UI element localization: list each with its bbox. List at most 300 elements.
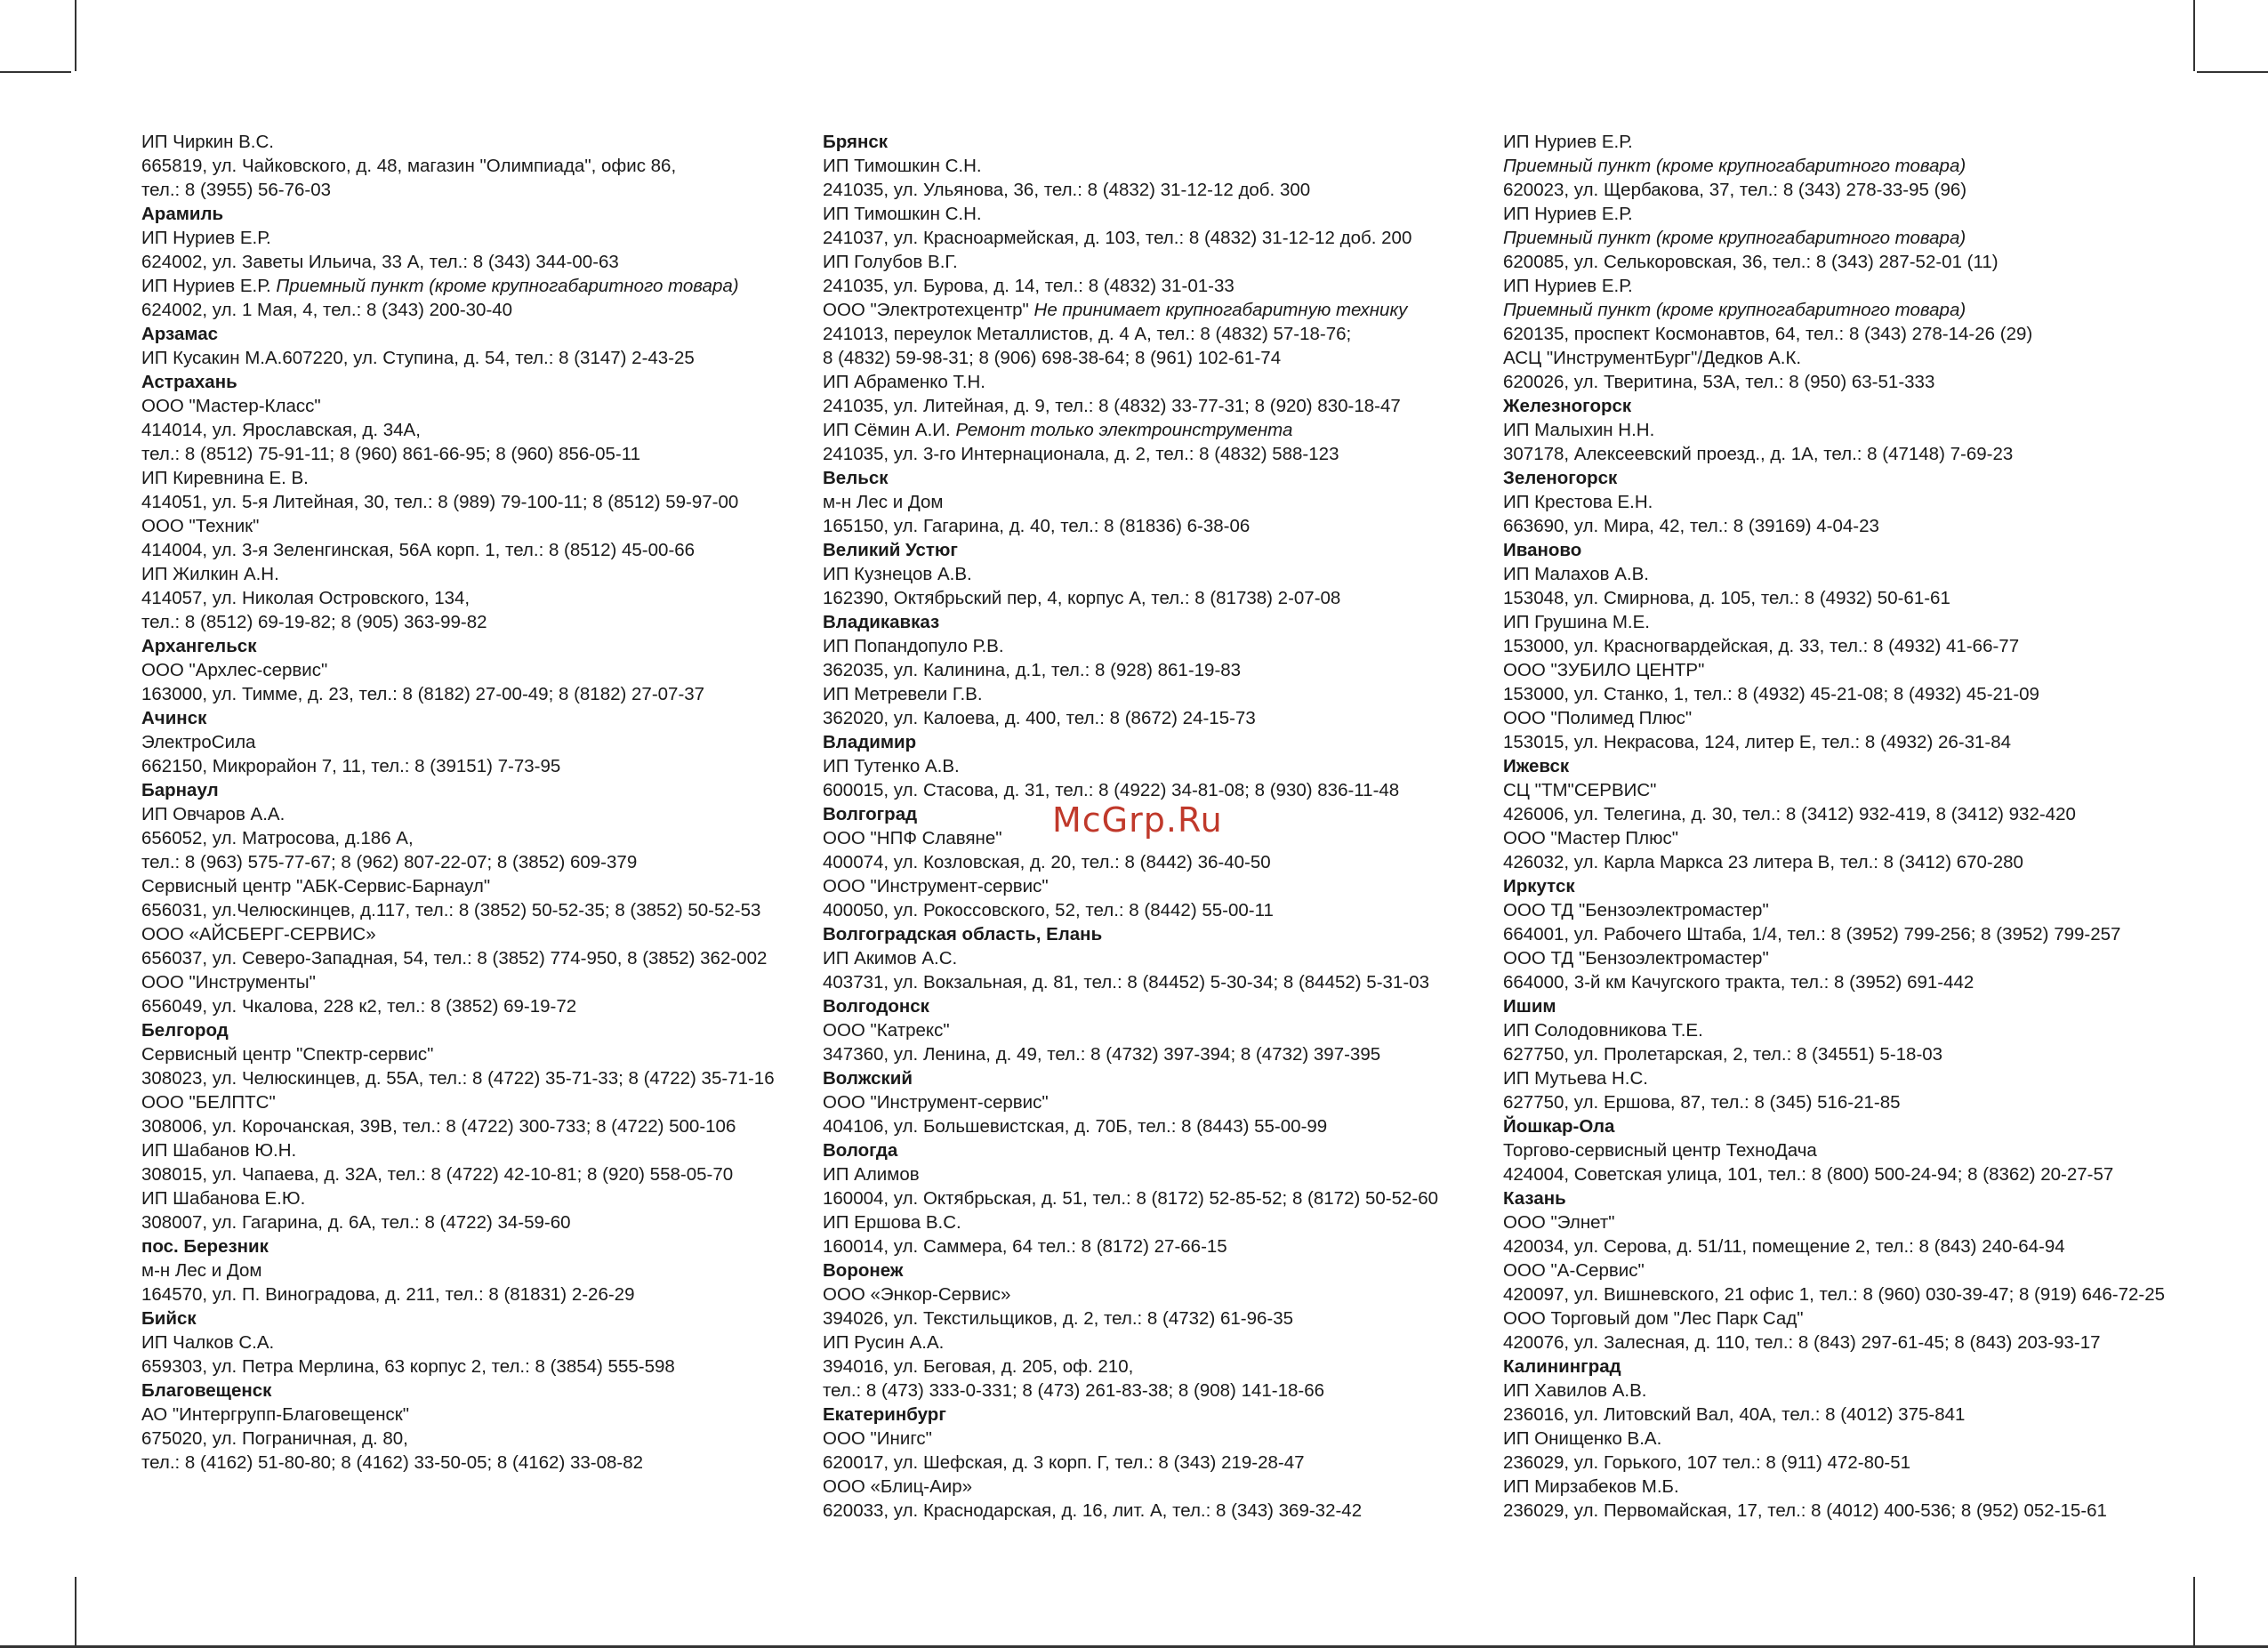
note-italic: Приемный пункт (кроме крупногабаритного товара) xyxy=(1503,300,1966,320)
line-text: ООО "ЗУБИЛО ЦЕНТР" xyxy=(1503,660,1705,680)
entry-line xyxy=(141,874,800,898)
entry-line xyxy=(823,250,1481,274)
entry-line xyxy=(141,514,800,538)
entry-line xyxy=(1503,1042,2161,1066)
line-text: Бийск xyxy=(141,1308,197,1329)
line-text: ИП Чалков С.А. xyxy=(141,1332,275,1353)
line-text: ООО ТД "Бензоэлектромастер" xyxy=(1503,948,1769,969)
entry-line xyxy=(823,442,1481,466)
entry-line xyxy=(141,346,800,370)
line-text: ООО "Инструмент-сервис" xyxy=(823,876,1049,896)
line-text: Владимир xyxy=(823,732,917,752)
line-text: 236029, ул. Первомайская, 17, тел.: 8 (4012) 400-536; 8 (952) 052-15-61 xyxy=(1503,1500,2107,1521)
line-text: 656031, ул.Челюскинцев, д.117, тел.: 8 (3852) 50-52-35; 8 (3852) 50-52-53 xyxy=(141,900,761,920)
line-text: ООО "Полимед Плюс" xyxy=(1503,708,1693,728)
entry-line xyxy=(823,274,1481,298)
line-text: 153000, ул. Станко, 1, тел.: 8 (4932) 45-21-08; 8 (4932) 45-21-09 xyxy=(1503,684,2039,704)
line-text: 394026, ул. Текстильщиков, д. 2, тел.: 8 (4732) 61-96-35 xyxy=(823,1308,1294,1329)
entry-line xyxy=(1503,1258,2161,1282)
entry-line xyxy=(1503,730,2161,754)
line-text: Благовещенск xyxy=(141,1380,272,1401)
crop-mark xyxy=(0,71,71,73)
line-text: ИП Нуриев Е.Р. xyxy=(141,276,277,296)
line-text: ИП Мирзабеков М.Б. xyxy=(1503,1476,1679,1497)
entry-line xyxy=(1503,322,2161,346)
line-text: 241035, ул. Ульянова, 36, тел.: 8 (4832) 31-12-12 доб. 300 xyxy=(823,180,1311,200)
line-text: ООО "Элнет" xyxy=(1503,1212,1615,1233)
entry-line xyxy=(141,1355,800,1379)
line-text: ИП Тимошкин С.Н. xyxy=(823,204,982,224)
entry-line xyxy=(141,1090,800,1114)
line-text: Сервисный центр "АБК-Сервис-Барнаул" xyxy=(141,876,491,896)
entry-line xyxy=(823,1186,1481,1210)
line-text: ИП Алимов xyxy=(823,1164,920,1185)
entry-line xyxy=(141,178,800,202)
line-text: ИП Сёмин А.И. xyxy=(823,420,956,440)
line-text: ИП Грушина М.Е. xyxy=(1503,612,1650,632)
line-text: 620135, проспект Космонавтов, 64, тел.: 8 (343) 278-14-26 (29) xyxy=(1503,324,2033,344)
city-heading xyxy=(1503,994,2161,1018)
entry-line xyxy=(141,298,800,322)
line-text: 420034, ул. Серова, д. 51/11, помещение 2, тел.: 8 (843) 240-64-94 xyxy=(1503,1236,2065,1257)
city-heading xyxy=(823,1258,1481,1282)
entry-line xyxy=(1503,1475,2161,1499)
entry-line xyxy=(1503,1138,2161,1162)
line-text: Архангельск xyxy=(141,636,257,656)
entry-line xyxy=(1503,658,2161,682)
entry-line xyxy=(141,418,800,442)
entry-line xyxy=(1503,1330,2161,1355)
line-text: 394016, ул. Беговая, д. 205, оф. 210, xyxy=(823,1356,1134,1377)
city-heading xyxy=(141,322,800,346)
note-italic: Приемный пункт (кроме крупногабаритного товара) xyxy=(276,276,739,296)
entry-line xyxy=(823,1210,1481,1234)
entry-line xyxy=(823,850,1481,874)
line-text: Воронеж xyxy=(823,1260,904,1281)
line-text: ООО "А-Сервис" xyxy=(1503,1260,1645,1281)
line-text: ИП Акимов А.С. xyxy=(823,948,958,969)
line-text: 627750, ул. Ершова, 87, тел.: 8 (345) 516-21-85 xyxy=(1503,1092,1901,1113)
entry-line xyxy=(1503,346,2161,370)
line-text: Брянск xyxy=(823,132,888,152)
line-text: 241037, ул. Красноармейская, д. 103, тел.: 8 (4832) 31-12-12 доб. 200 xyxy=(823,228,1412,248)
entry-line xyxy=(141,274,800,298)
entry-line xyxy=(1503,1210,2161,1234)
entry-line xyxy=(141,1282,800,1306)
line-text: 403731, ул. Вокзальная, д. 81, тел.: 8 (84452) 5-30-34; 8 (84452) 5-31-03 xyxy=(823,972,1429,993)
line-text: ООО Торговый дом "Лес Парк Сад" xyxy=(1503,1308,1804,1329)
entry-line xyxy=(1503,514,2161,538)
entry-line xyxy=(823,1427,1481,1451)
city-heading xyxy=(1503,754,2161,778)
entry-line xyxy=(823,754,1481,778)
entry-line xyxy=(823,778,1481,802)
line-text: 362035, ул. Калинина, д.1, тел.: 8 (928) 861-19-83 xyxy=(823,660,1242,680)
line-text: СЦ "ТМ"СЕРВИС" xyxy=(1503,780,1657,800)
line-text: 162390, Октябрьский пер, 4, корпус А, тел.: 8 (81738) 2-07-08 xyxy=(823,588,1341,608)
entry-line xyxy=(823,586,1481,610)
entry-line xyxy=(141,850,800,874)
city-heading xyxy=(823,538,1481,562)
line-text: ИП Тутенко А.В. xyxy=(823,756,960,776)
line-text: ЭлектроСила xyxy=(141,732,256,752)
line-text: ИП Шабанова Е.Ю. xyxy=(141,1188,306,1209)
city-heading xyxy=(1503,1114,2161,1138)
entry-line xyxy=(141,658,800,682)
entry-line xyxy=(1503,202,2161,226)
entry-line xyxy=(141,1403,800,1427)
entry-line xyxy=(141,1162,800,1186)
entry-line xyxy=(823,1090,1481,1114)
line-text: ООО «АЙСБЕРГ-СЕРВИС» xyxy=(141,924,376,945)
line-text: Йошкар-Ола xyxy=(1503,1116,1615,1137)
city-heading xyxy=(1503,1186,2161,1210)
entry-line xyxy=(1503,1282,2166,1306)
line-text: 620033, ул. Краснодарская, д. 16, лит. А, тел.: 8 (343) 369-32-42 xyxy=(823,1500,1363,1521)
line-text: ИП Кузнецов А.В. xyxy=(823,564,972,584)
line-text: ООО "БЕЛПТС" xyxy=(141,1092,276,1113)
entry-line xyxy=(1503,1427,2161,1451)
line-text: Белгород xyxy=(141,1020,229,1041)
line-text: ООО "Техник" xyxy=(141,516,260,536)
line-text: Ачинск xyxy=(141,708,207,728)
line-text: 664000, 3-й км Качугского тракта, тел.: 8 (3952) 691-442 xyxy=(1503,972,1974,993)
entry-line xyxy=(141,538,800,562)
line-text: ООО "Инструмент-сервис" xyxy=(823,1092,1049,1113)
line-text: 663690, ул. Мира, 42, тел.: 8 (39169) 4-04-23 xyxy=(1503,516,1879,536)
entry-line xyxy=(1503,946,2161,970)
line-text: Зеленогорск xyxy=(1503,468,1618,488)
entry-line xyxy=(141,466,800,490)
entry-line xyxy=(141,1330,800,1355)
entry-line xyxy=(823,682,1481,706)
line-text: 241035, ул. Бурова, д. 14, тел.: 8 (4832) 31-01-33 xyxy=(823,276,1235,296)
entry-line xyxy=(141,394,800,418)
line-text: Арзамас xyxy=(141,324,219,344)
entry-line xyxy=(141,1427,800,1451)
line-text: 420076, ул. Залесная, д. 110, тел.: 8 (843) 297-61-45; 8 (843) 203-93-17 xyxy=(1503,1332,2101,1353)
entry-line xyxy=(823,946,1481,970)
line-text: 165150, ул. Гагарина, д. 40, тел.: 8 (81836) 6-38-06 xyxy=(823,516,1251,536)
entry-line xyxy=(1503,682,2161,706)
entry-line xyxy=(141,898,800,922)
line-text: Калининград xyxy=(1503,1356,1621,1377)
entry-line xyxy=(141,250,800,274)
entry-line xyxy=(141,1042,800,1066)
line-text: ИП Жилкин А.Н. xyxy=(141,564,279,584)
line-text: 620017, ул. Шефская, д. 3 корп. Г, тел.: 8 (343) 219-28-47 xyxy=(823,1452,1305,1473)
line-text: 627750, ул. Пролетарская, 2, тел.: 8 (34551) 5-18-03 xyxy=(1503,1044,1943,1065)
city-heading xyxy=(1503,466,2161,490)
line-text: ИП Нуриев Е.Р. xyxy=(1503,132,1633,152)
entry-line xyxy=(823,418,1481,442)
line-text: 600015, ул. Стасова, д. 31, тел.: 8 (4922) 34-81-08; 8 (930) 836-11-48 xyxy=(823,780,1400,800)
line-text: 620085, ул. Селькоровская, 36, тел.: 8 (343) 287-52-01 (11) xyxy=(1503,252,1999,272)
entry-line xyxy=(141,682,800,706)
line-text: Волгоградская область, Елань xyxy=(823,924,1103,945)
entry-line xyxy=(1503,778,2161,802)
line-text: Волгодонск xyxy=(823,996,929,1017)
entry-line xyxy=(1503,586,2161,610)
line-text: ООО "Мастер Плюс" xyxy=(1503,828,1679,848)
entry-line xyxy=(1503,1403,2161,1427)
line-text: м-н Лес и Дом xyxy=(141,1260,262,1281)
entry-line xyxy=(1503,418,2161,442)
line-text: тел.: 8 (963) 575-77-67; 8 (962) 807-22-07; 8 (3852) 609-379 xyxy=(141,852,638,872)
entry-line xyxy=(1503,1066,2161,1090)
entry-line xyxy=(823,1162,1481,1186)
entry-line xyxy=(823,394,1481,418)
city-heading xyxy=(823,994,1481,1018)
entry-line xyxy=(141,970,800,994)
entry-line xyxy=(823,154,1481,178)
entry-line xyxy=(141,154,800,178)
line-text: 656052, ул. Матросова, д.186 А, xyxy=(141,828,414,848)
note-italic: Ремонт только электроинструмента xyxy=(955,420,1293,440)
line-text: 424004, Советская улица, 101, тел.: 8 (800) 500-24-94; 8 (8362) 20-27-57 xyxy=(1503,1164,2114,1185)
line-text: ООО "Электротехцентр" xyxy=(823,300,1034,320)
line-text: ИП Русин А.А. xyxy=(823,1332,945,1353)
city-heading xyxy=(141,202,800,226)
line-text: ИП Малыхин Н.Н. xyxy=(1503,420,1655,440)
entry-line xyxy=(823,1330,1481,1355)
line-text: ИП Нуриев Е.Р. xyxy=(1503,204,1633,224)
crop-mark xyxy=(2193,1577,2195,1648)
entry-line xyxy=(823,1042,1481,1066)
line-text: Вельск xyxy=(823,468,889,488)
entry-line xyxy=(1503,274,2161,298)
entry-line xyxy=(141,802,800,826)
column-1 xyxy=(141,130,800,1475)
line-text: ИП Нуриев Е.Р. xyxy=(1503,276,1633,296)
line-text: 675020, ул. Пограничная, д. 80, xyxy=(141,1428,408,1449)
line-text: 153048, ул. Смирнова, д. 105, тел.: 8 (4932) 50-61-61 xyxy=(1503,588,1950,608)
line-text: 620026, ул. Тверитина, 53А, тел.: 8 (950) 63-51-333 xyxy=(1503,372,1935,392)
entry-line xyxy=(141,1066,800,1090)
line-text: Астрахань xyxy=(141,372,237,392)
line-text: Железногорск xyxy=(1503,396,1632,416)
line-text: тел.: 8 (8512) 69-19-82; 8 (905) 363-99-82 xyxy=(141,612,487,632)
line-text: ИП Абраменко Т.Н. xyxy=(823,372,985,392)
entry-line xyxy=(1503,250,2161,274)
city-heading xyxy=(141,634,800,658)
entry-line xyxy=(823,562,1481,586)
city-heading xyxy=(823,730,1481,754)
line-text: ИП Тимошкин С.Н. xyxy=(823,156,982,176)
line-text: 241035, ул. 3-го Интернационала, д. 2, тел.: 8 (4832) 588-123 xyxy=(823,444,1339,464)
line-text: ООО «Энкор-Сервис» xyxy=(823,1284,1011,1305)
city-heading xyxy=(141,778,800,802)
line-text: 656037, ул. Северо-Западная, 54, тел.: 8 (3852) 774-950, 8 (3852) 362-002 xyxy=(141,948,768,969)
line-text: 426006, ул. Телегина, д. 30, тел.: 8 (3412) 932-419, 8 (3412) 932-420 xyxy=(1503,804,2076,824)
entry-line xyxy=(823,1499,1481,1523)
line-text: ИП Ершова В.С. xyxy=(823,1212,961,1233)
entry-line xyxy=(1503,634,2161,658)
entry-line xyxy=(141,226,800,250)
line-text: 236029, ул. Горького, 107 тел.: 8 (911) 472-80-51 xyxy=(1503,1452,1910,1473)
city-heading xyxy=(1503,1355,2161,1379)
entry-line xyxy=(823,514,1481,538)
entry-line xyxy=(141,730,800,754)
line-text: 620023, ул. Щербакова, 37, тел.: 8 (343) 278-33-95 (96) xyxy=(1503,180,1967,200)
line-text: Барнаул xyxy=(141,780,219,800)
city-heading xyxy=(823,466,1481,490)
entry-line xyxy=(141,562,800,586)
entry-line xyxy=(823,1451,1481,1475)
line-text: 241013, переулок Металлистов, д. 4 А, тел.: 8 (4832) 57-18-76; xyxy=(823,324,1352,344)
entry-line xyxy=(1503,298,2161,322)
entry-line xyxy=(1503,610,2161,634)
entry-line xyxy=(1503,178,2161,202)
line-text: 362020, ул. Калоева, д. 400, тел.: 8 (8672) 24-15-73 xyxy=(823,708,1256,728)
line-text: Екатеринбург xyxy=(823,1404,946,1425)
entry-line xyxy=(141,826,800,850)
line-text: ООО "Архлес-сервис" xyxy=(141,660,328,680)
line-text: Ижевск xyxy=(1503,756,1570,776)
line-text: 347360, ул. Ленина, д. 49, тел.: 8 (4732) 397-394; 8 (4732) 397-395 xyxy=(823,1044,1381,1065)
line-text: 164570, ул. П. Виноградова, д. 211, тел.: 8 (81831) 2-26-29 xyxy=(141,1284,635,1305)
city-heading xyxy=(1503,394,2161,418)
entry-line xyxy=(823,1355,1481,1379)
entry-line xyxy=(141,1210,800,1234)
entry-line xyxy=(823,1018,1481,1042)
line-text: Ишим xyxy=(1503,996,1556,1017)
entry-line xyxy=(141,922,800,946)
line-text: Волгоград xyxy=(823,804,918,824)
line-text: 414014, ул. Ярославская, д. 34А, xyxy=(141,420,421,440)
city-heading xyxy=(1503,874,2161,898)
entry-line xyxy=(1503,490,2161,514)
entry-line xyxy=(141,130,800,154)
line-text: 160014, ул. Саммера, 64 тел.: 8 (8172) 27-66-15 xyxy=(823,1236,1227,1257)
entry-line xyxy=(823,1114,1481,1138)
line-text: пос. Березник xyxy=(141,1236,269,1257)
city-heading xyxy=(141,706,800,730)
entry-line xyxy=(823,298,1481,322)
entry-line xyxy=(823,658,1481,682)
line-text: ИП Голубов В.Г. xyxy=(823,252,958,272)
entry-line xyxy=(1503,1451,2161,1475)
line-text: 656049, ул. Чкалова, 228 к2, тел.: 8 (3852) 69-19-72 xyxy=(141,996,577,1017)
entry-line xyxy=(1503,970,2161,994)
entry-line xyxy=(1503,1379,2161,1403)
line-text: 404106, ул. Большевистская, д. 70Б, тел.: 8 (8443) 55-00-99 xyxy=(823,1116,1328,1137)
line-text: 426032, ул. Карла Маркса 23 литера В, тел.: 8 (3412) 670-280 xyxy=(1503,852,2023,872)
entry-line xyxy=(141,442,800,466)
line-text: ООО "Инструменты" xyxy=(141,972,316,993)
entry-line xyxy=(1503,562,2161,586)
line-text: тел.: 8 (8512) 75-91-11; 8 (960) 861-66-95; 8 (960) 856-05-11 xyxy=(141,444,640,464)
line-text: ООО "Инигс" xyxy=(823,1428,932,1449)
crop-mark xyxy=(2193,0,2195,71)
entry-line xyxy=(823,202,1481,226)
entry-line xyxy=(823,970,1481,994)
line-text: Волжский xyxy=(823,1068,913,1089)
line-text: тел.: 8 (473) 333-0-331; 8 (473) 261-83-38; 8 (908) 141-18-66 xyxy=(823,1380,1325,1401)
line-text: 308023, ул. Челюскинцев, д. 55А, тел.: 8 (4722) 35-71-33; 8 (4722) 35-71-16 xyxy=(141,1068,775,1089)
entry-line xyxy=(823,490,1481,514)
entry-line xyxy=(141,1138,800,1162)
line-text: 307178, Алексеевский проезд., д. 1А, тел.: 8 (47148) 7-69-23 xyxy=(1503,444,2014,464)
entry-line xyxy=(1503,1306,2161,1330)
city-heading xyxy=(141,370,800,394)
line-text: 624002, ул. 1 Мая, 4, тел.: 8 (343) 200-30-40 xyxy=(141,300,513,320)
entry-line xyxy=(1503,130,2161,154)
entry-line xyxy=(1503,850,2161,874)
entry-line xyxy=(141,754,800,778)
line-text: 308007, ул. Гагарина, д. 6А, тел.: 8 (4722) 34-59-60 xyxy=(141,1212,571,1233)
line-text: ООО "Катрекс" xyxy=(823,1020,950,1041)
city-heading xyxy=(141,1234,800,1258)
entry-line xyxy=(1503,442,2161,466)
entry-line xyxy=(141,994,800,1018)
city-heading xyxy=(823,922,1481,946)
line-text: ИП Нуриев Е.Р. xyxy=(141,228,271,248)
entry-line xyxy=(1503,1090,2161,1114)
entry-line xyxy=(141,1451,800,1475)
line-text: 308015, ул. Чапаева, д. 32А, тел.: 8 (4722) 42-10-81; 8 (920) 558-05-70 xyxy=(141,1164,734,1185)
line-text: Арамиль xyxy=(141,204,224,224)
entry-line xyxy=(141,1258,800,1282)
note-italic: Не принимает крупногабаритную технику xyxy=(1033,300,1408,320)
line-text: Великий Устюг xyxy=(823,540,958,560)
line-text: ИП Киревнина Е. В. xyxy=(141,468,309,488)
line-text: АСЦ "ИнструментБург"/Дедков А.К. xyxy=(1503,348,1802,368)
line-text: 400074, ул. Козловская, д. 20, тел.: 8 (8442) 36-40-50 xyxy=(823,852,1271,872)
line-text: 664001, ул. Рабочего Штаба, 1/4, тел.: 8 (3952) 799-256; 8 (3952) 799-257 xyxy=(1503,924,2121,945)
entry-line xyxy=(823,1379,1481,1403)
entry-line xyxy=(141,610,800,634)
entry-line xyxy=(823,634,1481,658)
entry-line xyxy=(823,1282,1481,1306)
city-heading xyxy=(141,1306,800,1330)
line-text: Торгово-сервисный центр ТехноДача xyxy=(1503,1140,1817,1161)
line-text: Вологда xyxy=(823,1140,898,1161)
entry-line xyxy=(141,1114,800,1138)
entry-line xyxy=(823,1306,1481,1330)
entry-line xyxy=(823,898,1481,922)
city-heading xyxy=(823,130,1481,154)
crop-mark xyxy=(75,0,76,71)
line-text: 163000, ул. Тимме, д. 23, тел.: 8 (8182) 27-00-49; 8 (8182) 27-07-37 xyxy=(141,684,705,704)
line-text: ООО "НПФ Славяне" xyxy=(823,828,1002,848)
city-heading xyxy=(1503,538,2161,562)
line-text: 400050, ул. Рокоссовского, 52, тел.: 8 (8442) 55-00-11 xyxy=(823,900,1274,920)
line-text: 153000, ул. Красногвардейская, д. 33, тел.: 8 (4932) 41-66-77 xyxy=(1503,636,2020,656)
entry-line xyxy=(141,490,800,514)
line-text: ИП Метревели Г.В. xyxy=(823,684,983,704)
city-heading xyxy=(823,1138,1481,1162)
line-text: 153015, ул. Некрасова, 124, литер Е, тел.: 8 (4932) 26-31-84 xyxy=(1503,732,2012,752)
line-text: АО "Интергрупп-Благовещенск" xyxy=(141,1404,410,1425)
line-text: ООО «Блиц-Аир» xyxy=(823,1476,973,1497)
line-text: 624002, ул. Заветы Ильича, 33 А, тел.: 8 (343) 344-00-63 xyxy=(141,252,619,272)
entry-line xyxy=(823,346,1481,370)
entry-line xyxy=(1503,922,2161,946)
entry-line xyxy=(1503,1018,2161,1042)
entry-line xyxy=(1503,1234,2161,1258)
line-text: Владикавказ xyxy=(823,612,940,632)
city-heading xyxy=(823,1066,1481,1090)
entry-line xyxy=(823,1475,1481,1499)
line-text: ИП Солодовникова Т.Е. xyxy=(1503,1020,1703,1041)
line-text: ИП Чиркин В.С. xyxy=(141,132,274,152)
note-italic: Приемный пункт (кроме крупногабаритного товара) xyxy=(1503,156,1966,176)
entry-line xyxy=(823,370,1481,394)
line-text: ИП Онищенко В.А. xyxy=(1503,1428,1662,1449)
crop-mark xyxy=(2197,71,2268,73)
line-text: ИП Крестова Е.Н. xyxy=(1503,492,1653,512)
